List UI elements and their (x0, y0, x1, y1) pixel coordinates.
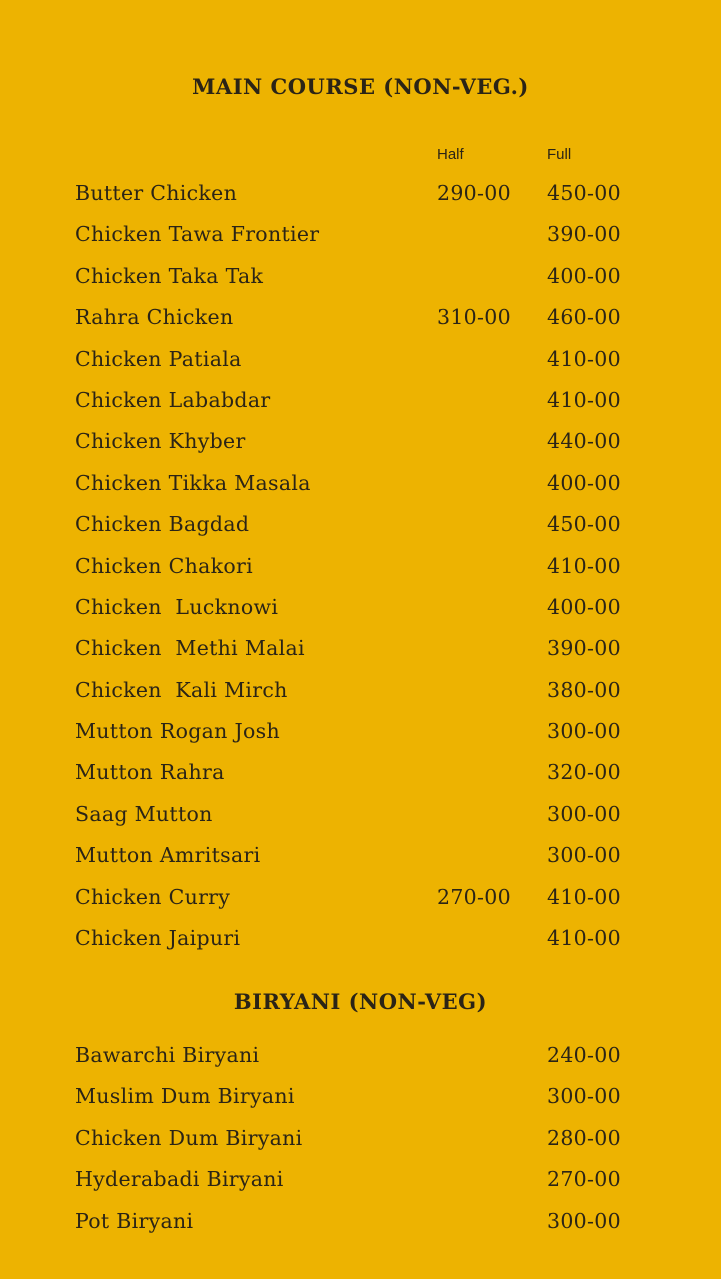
full-price: 300-00 (547, 719, 621, 744)
item-name: Mutton Rogan Josh (75, 719, 280, 744)
item-name: Chicken Lucknowi (75, 594, 279, 619)
menu-item (0, 711, 721, 752)
menu-item (0, 463, 721, 504)
item-name: Chicken Lababdar (75, 387, 271, 412)
full-price: 300-00 (547, 1208, 621, 1233)
menu-item (0, 173, 721, 214)
menu-item (0, 1201, 721, 1242)
full-price: 380-00 (547, 677, 621, 702)
item-name: Butter Chicken (75, 181, 238, 205)
full-price: 450-00 (547, 181, 621, 205)
full-price: 440-00 (547, 429, 621, 454)
item-name: Pot Biryani (75, 1208, 194, 1233)
full-price: 320-00 (547, 760, 621, 785)
full-price: 410-00 (547, 346, 621, 371)
full-price: 300-00 (547, 801, 621, 826)
full-price: 460-00 (547, 305, 621, 330)
item-name: Chicken Tawa Frontier (75, 222, 320, 247)
full-price: 240-00 (547, 1043, 621, 1067)
menu-item (0, 421, 721, 462)
menu-item (0, 628, 721, 669)
item-name: Chicken Patiala (75, 346, 242, 371)
menu-item (0, 918, 721, 959)
menu-item (0, 1118, 721, 1159)
full-price: 300-00 (547, 1084, 621, 1109)
menu-item (0, 587, 721, 628)
biryani-list (0, 1035, 721, 1242)
menu-item (0, 752, 721, 793)
half-column-header: Half (437, 146, 464, 163)
menu-item (0, 504, 721, 545)
menu-item (0, 1076, 721, 1117)
full-price: 410-00 (547, 553, 621, 578)
item-name: Chicken Tikka Masala (75, 470, 311, 495)
item-name: Mutton Amritsari (75, 843, 261, 868)
menu-item (0, 297, 721, 338)
item-name: Chicken Kali Mirch (75, 677, 288, 702)
item-name: Mutton Rahra (75, 760, 225, 785)
menu-item (0, 835, 721, 876)
item-name: Chicken Bagdad (75, 512, 250, 537)
full-price: 410-00 (547, 926, 621, 951)
main-course-list (0, 173, 721, 959)
half-price: 290-00 (437, 181, 511, 205)
menu-item (0, 670, 721, 711)
full-price: 270-00 (547, 1167, 621, 1192)
half-price: 270-00 (437, 884, 511, 909)
full-column-header: Full (547, 146, 572, 163)
item-name: Chicken Dum Biryani (75, 1125, 303, 1150)
full-price: 400-00 (547, 470, 621, 495)
item-name: Rahra Chicken (75, 305, 234, 330)
item-name: Chicken Curry (75, 884, 231, 909)
item-name: Bawarchi Biryani (75, 1043, 260, 1067)
full-price: 280-00 (547, 1125, 621, 1150)
menu-item (0, 877, 721, 918)
menu-item (0, 794, 721, 835)
half-price: 310-00 (437, 305, 511, 330)
menu-item (0, 1159, 721, 1200)
item-name: Saag Mutton (75, 801, 213, 826)
full-price: 410-00 (547, 387, 621, 412)
biryani-title: BIRYANI (NON-VEG) (233, 989, 488, 1014)
main-course-title: MAIN COURSE (NON-VEG.) (192, 74, 529, 99)
menu-item (0, 380, 721, 421)
menu-item (0, 1035, 721, 1076)
menu-item (0, 214, 721, 255)
item-name: Chicken Methi Malai (75, 636, 305, 661)
item-name: Chicken Khyber (75, 429, 246, 454)
item-name: Chicken Jaipuri (75, 926, 241, 951)
item-name: Chicken Chakori (75, 553, 253, 578)
full-price: 300-00 (547, 843, 621, 868)
full-price: 410-00 (547, 884, 621, 909)
full-price: 400-00 (547, 263, 621, 288)
item-name: Hyderabadi Biryani (75, 1167, 284, 1192)
full-price: 400-00 (547, 594, 621, 619)
menu-item (0, 546, 721, 587)
item-name: Muslim Dum Biryani (75, 1084, 295, 1109)
menu-item (0, 339, 721, 380)
item-name: Chicken Taka Tak (75, 263, 264, 288)
full-price: 390-00 (547, 636, 621, 661)
full-price: 450-00 (547, 512, 621, 537)
menu-item (0, 256, 721, 297)
full-price: 390-00 (547, 222, 621, 247)
